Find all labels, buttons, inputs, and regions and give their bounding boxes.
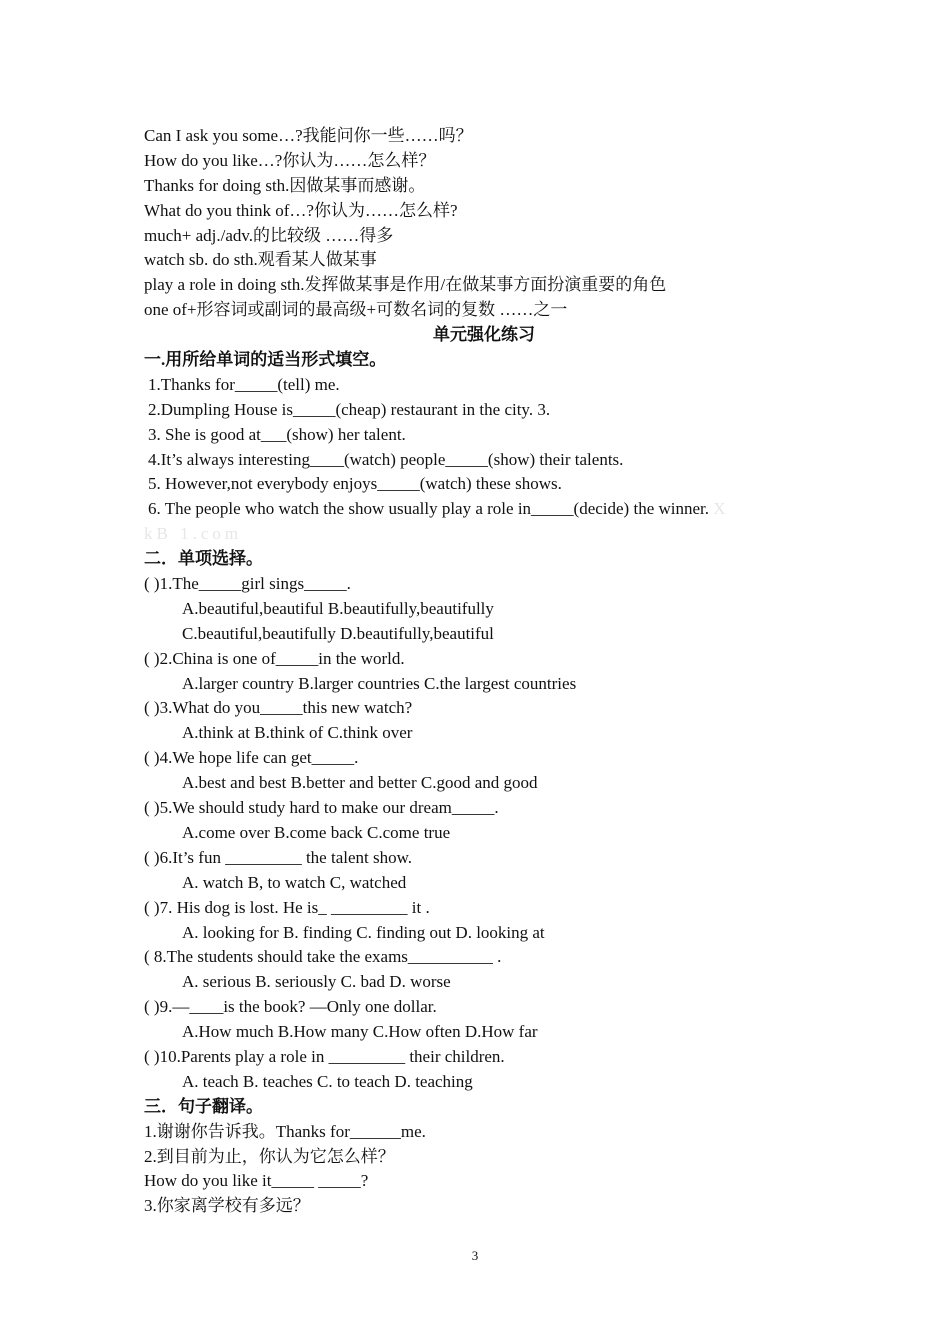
mc-options: A.come over B.come back C.come true — [182, 822, 451, 842]
phrase-line: What do you think of…?你认为……怎么样? — [144, 200, 458, 220]
mc-options: A. teach B. teaches C. to teach D. teaching — [182, 1071, 473, 1091]
mc-question: ( )4.We hope life can get_____. — [144, 748, 359, 768]
fill-blank-item: 3. She is good at___(show) her talent. — [148, 424, 406, 444]
mc-options: C.beautiful,beautifully D.beautifully,beautiful — [182, 623, 494, 643]
phrase-line: one of+形容词或副词的最高级+可数名词的复数 ……之一 — [144, 300, 568, 320]
mc-options: A.best and best B.better and better C.good and good — [182, 773, 538, 793]
section1-heading: 一.用所给单词的适当形式填空。 — [144, 350, 387, 370]
phrase-line: Thanks for doing sth.因做某事而感谢。 — [144, 175, 426, 195]
mc-options: A.beautiful,beautiful B.beautifully,beautifully — [182, 598, 494, 618]
document-body — [144, 124, 824, 1219]
phrase-line: play a role in doing sth.发挥做某事是作用/在做某事方面扮演重要的角色 — [144, 275, 667, 295]
page-number: 3 — [471, 1248, 479, 1263]
mc-options: A.think at B.think of C.think over — [182, 723, 413, 743]
translation-line: How do you like it_____ _____? — [144, 1171, 369, 1191]
mc-question: ( )6.It’s fun _________ the talent show. — [144, 847, 413, 867]
watermark-line: kB 1.com — [144, 524, 243, 544]
watermark-tail: X — [713, 499, 730, 519]
translation-line: 1.谢谢你告诉我。Thanks for______me. — [144, 1121, 426, 1141]
mc-options: A. watch B, to watch C, watched — [182, 872, 407, 892]
mc-question: ( )9.—____is the book? —Only one dollar. — [144, 997, 437, 1017]
fill-blank-item: 5. However,not everybody enjoys_____(watch) these shows. — [148, 474, 562, 494]
fill-blank-item: 1.Thanks for_____(tell) me. — [148, 374, 340, 394]
phrase-line: much+ adj./adv.的比较级 ……得多 — [144, 225, 394, 245]
mc-options: A. serious B. seriously C. bad D. worse — [182, 972, 451, 992]
section2-heading: 二．单项选择。 — [144, 549, 263, 569]
translation-line: 3.你家离学校有多远？ — [144, 1196, 310, 1216]
translation-line: 2.到目前为止，你认为它怎么样？ — [144, 1146, 395, 1166]
phrase-line: Can I ask you some…?我能问你一些……吗？ — [144, 126, 473, 145]
phrase-line: How do you like…?你认为……怎么样？ — [144, 150, 436, 170]
mc-question: ( )5.We should study hard to make our dream_____. — [144, 798, 499, 818]
mc-question: ( )2.China is one of_____in the world. — [144, 648, 405, 668]
mc-options: A.larger country B.larger countries C.the largest countries — [182, 673, 577, 693]
fill-blank-item: 4.It’s always interesting____(watch) people_____(show) their talents. — [148, 449, 624, 469]
section3-heading: 三．句子翻译。 — [144, 1096, 263, 1116]
mc-question: ( )10.Parents play a role in _________ their children. — [144, 1046, 505, 1066]
fill-blank-text: 6. The people who watch the show usually play a role in_____(decide) the winner. — [148, 499, 710, 519]
unit-title: 单元强化练习 — [433, 325, 535, 345]
mc-question: ( )3.What do you_____this new watch? — [144, 698, 413, 718]
mc-question: ( )1.The_____girl sings_____. — [144, 574, 351, 594]
mc-options: A. looking for B. finding C. finding out D. looking at — [182, 922, 545, 942]
mc-question: ( )7. His dog is lost. He is_ _________ it . — [144, 897, 430, 917]
phrase-line: watch sb. do sth.观看某人做某事 — [144, 250, 377, 270]
fill-blank-item — [144, 497, 824, 522]
mc-options: A.How much B.How many C.How often D.How far — [182, 1022, 538, 1042]
fill-blank-item: 2.Dumpling House is_____(cheap) restaurant in the city. 3. — [148, 399, 551, 419]
mc-question: ( 8.The students should take the exams__________ . — [144, 947, 502, 967]
